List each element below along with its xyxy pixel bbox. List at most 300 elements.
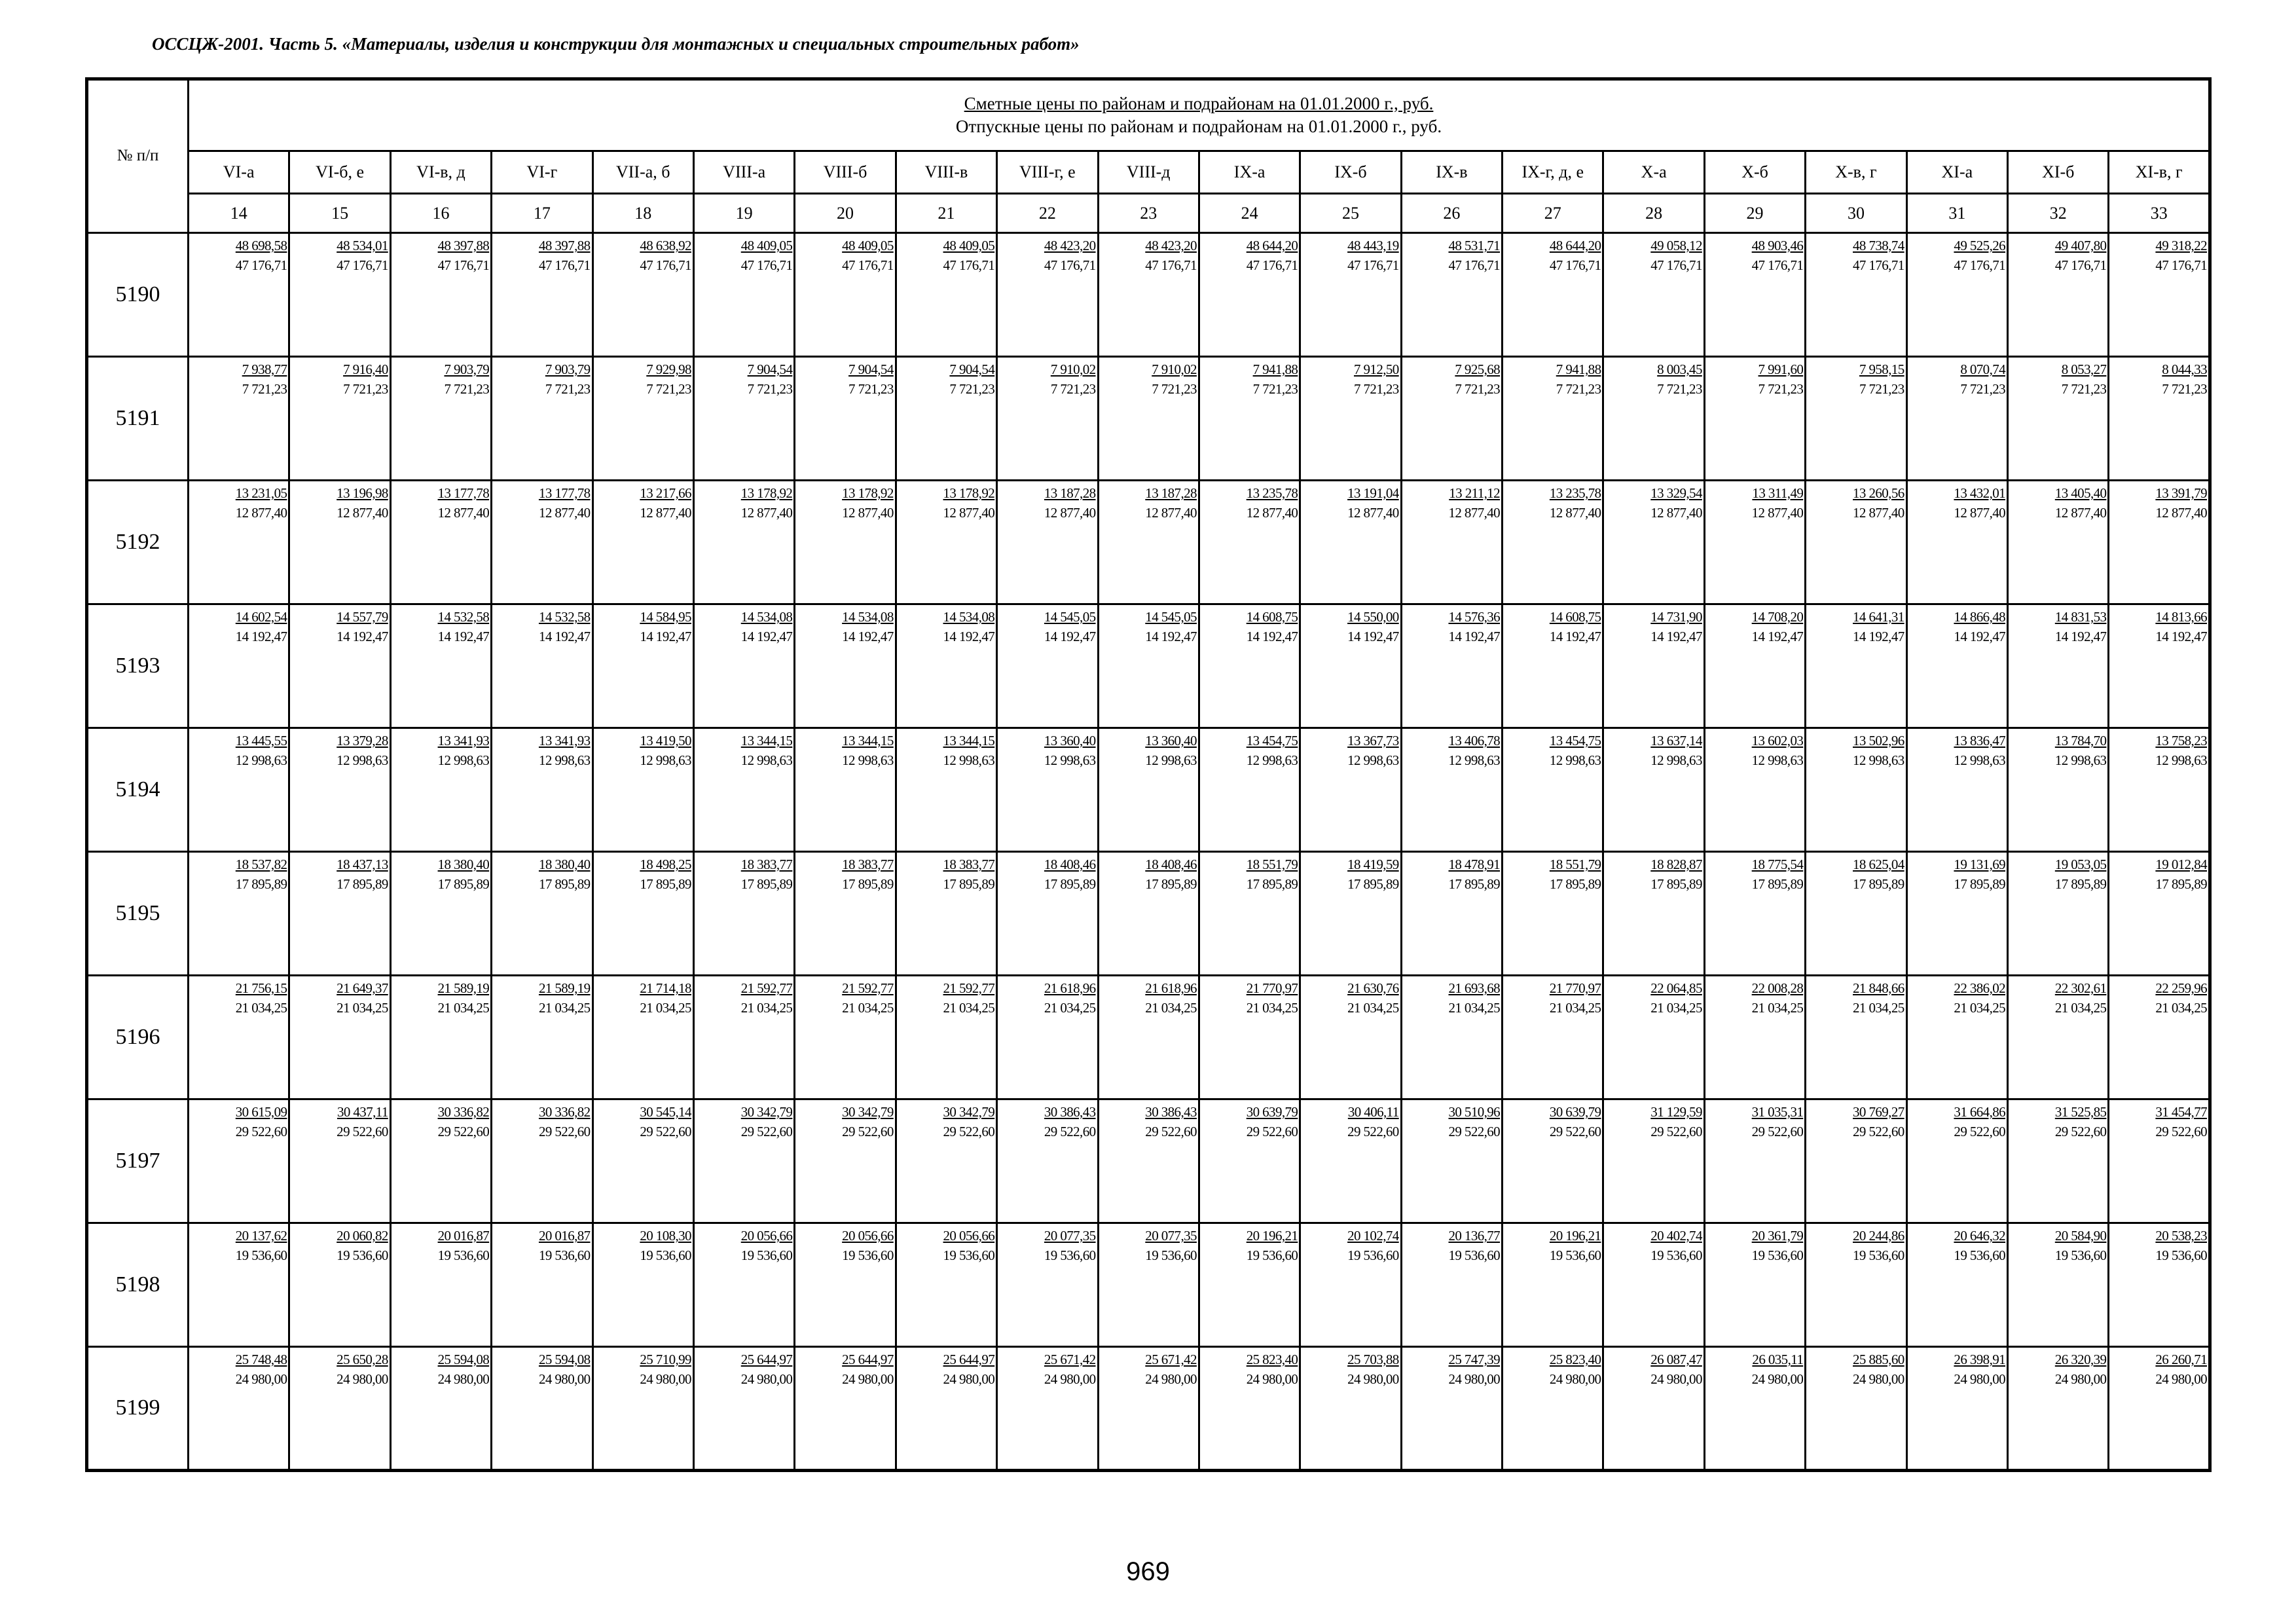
estimate-price: 30 545,14 bbox=[640, 1103, 691, 1120]
release-price: 12 998,63 bbox=[2054, 752, 2107, 768]
estimate-price: 13 177,78 bbox=[538, 485, 591, 501]
price-cell bbox=[1199, 232, 1300, 356]
estimate-price: 20 077,35 bbox=[1145, 1227, 1197, 1244]
estimate-price: 30 437,11 bbox=[337, 1103, 388, 1120]
price-cell bbox=[289, 1223, 390, 1346]
region-header: VIII-б bbox=[795, 151, 896, 194]
release-price: 7 721,23 bbox=[2162, 380, 2207, 397]
release-price: 12 877,40 bbox=[2155, 504, 2207, 521]
release-price: 12 998,63 bbox=[1853, 752, 1904, 768]
price-cell bbox=[1603, 975, 1704, 1099]
column-number: 31 bbox=[1906, 194, 2007, 233]
price-cell bbox=[289, 975, 390, 1099]
price-cell bbox=[289, 604, 390, 728]
estimate-price: 14 532,58 bbox=[538, 608, 591, 625]
price-cell bbox=[1098, 1346, 1199, 1470]
price-cell bbox=[1199, 604, 1300, 728]
price-cell bbox=[896, 1346, 996, 1470]
price-cell bbox=[592, 1346, 693, 1470]
price-cell bbox=[1098, 604, 1199, 728]
release-price: 7 721,23 bbox=[848, 380, 894, 397]
release-price: 17 895,89 bbox=[2054, 876, 2107, 892]
price-cell bbox=[1503, 604, 1603, 728]
position-number: 5198 bbox=[87, 1223, 189, 1346]
release-price: 21 034,25 bbox=[1853, 999, 1904, 1016]
release-price: 14 192,47 bbox=[2155, 628, 2207, 644]
price-table bbox=[85, 77, 2212, 1472]
price-cell bbox=[289, 851, 390, 975]
region-header: X-в, г bbox=[1806, 151, 1906, 194]
estimate-price: 13 445,55 bbox=[235, 732, 287, 748]
release-price: 29 522,60 bbox=[1145, 1123, 1197, 1139]
release-price: 17 895,89 bbox=[1145, 876, 1197, 892]
estimate-price: 20 244,86 bbox=[1853, 1227, 1904, 1244]
estimate-price: 18 537,82 bbox=[235, 856, 287, 872]
estimate-price: 25 644,97 bbox=[842, 1351, 894, 1367]
column-number: 30 bbox=[1806, 194, 1906, 233]
release-price: 17 895,89 bbox=[1347, 876, 1399, 892]
estimate-price: 21 592,77 bbox=[740, 980, 793, 996]
release-price: 12 998,63 bbox=[1954, 752, 2006, 768]
estimate-price: 14 532,58 bbox=[437, 608, 490, 625]
price-cell bbox=[997, 728, 1098, 851]
price-cell bbox=[189, 604, 289, 728]
estimate-price: 20 016,87 bbox=[538, 1227, 591, 1244]
estimate-price: 30 342,79 bbox=[943, 1103, 995, 1120]
position-number: 5199 bbox=[87, 1346, 189, 1470]
release-price: 29 522,60 bbox=[740, 1123, 793, 1139]
release-price: 29 522,60 bbox=[1751, 1123, 1804, 1139]
estimate-price: 7 938,77 bbox=[242, 361, 287, 377]
release-price: 21 034,25 bbox=[337, 999, 388, 1016]
release-price: 7 721,23 bbox=[242, 380, 287, 397]
price-cell bbox=[997, 1223, 1098, 1346]
estimate-price: 13 344,15 bbox=[943, 732, 995, 748]
price-cell bbox=[592, 728, 693, 851]
column-number: 29 bbox=[1704, 194, 1805, 233]
price-cell bbox=[289, 356, 390, 480]
estimate-price: 48 423,20 bbox=[1145, 237, 1197, 253]
region-header: VIII-д bbox=[1098, 151, 1199, 194]
estimate-price: 13 178,92 bbox=[943, 485, 995, 501]
estimate-price: 13 637,14 bbox=[1650, 732, 1702, 748]
estimate-price: 18 380,40 bbox=[437, 856, 490, 872]
price-cell bbox=[289, 480, 390, 604]
price-cell bbox=[1806, 728, 1906, 851]
estimate-price: 48 638,92 bbox=[640, 237, 691, 253]
price-cell bbox=[492, 1223, 592, 1346]
price-cell bbox=[896, 232, 996, 356]
estimate-price: 48 644,20 bbox=[1246, 237, 1298, 253]
price-cell bbox=[1603, 604, 1704, 728]
release-price: 19 536,60 bbox=[1044, 1247, 1096, 1263]
price-cell bbox=[1199, 851, 1300, 975]
estimate-price: 14 708,20 bbox=[1751, 608, 1804, 625]
price-cell bbox=[2109, 480, 2210, 604]
estimate-price: 7 941,88 bbox=[1556, 361, 1601, 377]
release-price: 21 034,25 bbox=[1448, 999, 1501, 1016]
release-price: 19 536,60 bbox=[1954, 1247, 2006, 1263]
estimate-price: 18 383,77 bbox=[740, 856, 793, 872]
release-price: 17 895,89 bbox=[538, 876, 591, 892]
estimate-price: 14 608,75 bbox=[1246, 608, 1298, 625]
estimate-price: 7 910,02 bbox=[1050, 361, 1096, 377]
price-cell bbox=[2109, 1223, 2210, 1346]
estimate-price: 20 646,32 bbox=[1954, 1227, 2006, 1244]
region-header: X-б bbox=[1704, 151, 1805, 194]
release-price: 24 980,00 bbox=[2054, 1371, 2107, 1387]
price-cell bbox=[492, 232, 592, 356]
estimate-price: 20 584,90 bbox=[2054, 1227, 2107, 1244]
estimate-price: 26 398,91 bbox=[1954, 1351, 2006, 1367]
estimate-price: 14 557,79 bbox=[337, 608, 388, 625]
release-price: 21 034,25 bbox=[740, 999, 793, 1016]
price-cell bbox=[2008, 604, 2109, 728]
price-cell bbox=[795, 232, 896, 356]
position-number: 5195 bbox=[87, 851, 189, 975]
estimate-price: 31 525,85 bbox=[2054, 1103, 2107, 1120]
price-cell bbox=[1906, 728, 2007, 851]
price-cell bbox=[390, 1346, 491, 1470]
region-header: XI-б bbox=[2008, 151, 2109, 194]
release-price: 14 192,47 bbox=[943, 628, 995, 644]
estimate-price: 25 823,40 bbox=[1549, 1351, 1601, 1367]
estimate-price: 8 070,74 bbox=[1960, 361, 2006, 377]
release-price: 29 522,60 bbox=[235, 1123, 287, 1139]
table-title bbox=[189, 79, 2210, 151]
estimate-price: 7 925,68 bbox=[1455, 361, 1501, 377]
price-cell bbox=[1098, 480, 1199, 604]
release-price: 21 034,25 bbox=[1246, 999, 1298, 1016]
price-cell bbox=[795, 728, 896, 851]
price-cell bbox=[1300, 480, 1401, 604]
release-price: 29 522,60 bbox=[1853, 1123, 1904, 1139]
release-price: 29 522,60 bbox=[1044, 1123, 1096, 1139]
column-number-row bbox=[87, 194, 2210, 233]
price-cell bbox=[896, 1223, 996, 1346]
price-cell bbox=[2008, 480, 2109, 604]
release-price: 29 522,60 bbox=[842, 1123, 894, 1139]
release-price: 47 176,71 bbox=[235, 257, 287, 273]
release-price: 14 192,47 bbox=[337, 628, 388, 644]
price-cell bbox=[1603, 728, 1704, 851]
release-price: 14 192,47 bbox=[740, 628, 793, 644]
release-price: 29 522,60 bbox=[2054, 1123, 2107, 1139]
estimate-price: 48 903,46 bbox=[1751, 237, 1804, 253]
position-number: 5191 bbox=[87, 356, 189, 480]
release-price: 47 176,71 bbox=[437, 257, 490, 273]
release-price: 24 980,00 bbox=[1751, 1371, 1804, 1387]
estimate-price: 14 545,05 bbox=[1044, 608, 1096, 625]
estimate-price: 7 912,50 bbox=[1353, 361, 1399, 377]
price-cell bbox=[592, 232, 693, 356]
estimate-price: 18 775,54 bbox=[1751, 856, 1804, 872]
release-price: 19 536,60 bbox=[1549, 1247, 1601, 1263]
release-price: 47 176,71 bbox=[640, 257, 691, 273]
release-price: 29 522,60 bbox=[337, 1123, 388, 1139]
estimate-price: 31 129,59 bbox=[1650, 1103, 1702, 1120]
price-cell bbox=[1300, 1346, 1401, 1470]
estimate-price: 14 584,95 bbox=[640, 608, 691, 625]
region-header: IX-б bbox=[1300, 151, 1401, 194]
estimate-price: 21 630,76 bbox=[1347, 980, 1399, 996]
release-price: 7 721,23 bbox=[444, 380, 490, 397]
price-cell bbox=[1806, 851, 1906, 975]
estimate-price: 18 828,87 bbox=[1650, 856, 1702, 872]
estimate-price: 48 409,05 bbox=[943, 237, 995, 253]
price-cell bbox=[1401, 604, 1502, 728]
release-price: 24 980,00 bbox=[1954, 1371, 2006, 1387]
price-cell bbox=[2008, 728, 2109, 851]
release-price: 7 721,23 bbox=[949, 380, 995, 397]
price-cell bbox=[1806, 975, 1906, 1099]
estimate-price: 25 644,97 bbox=[943, 1351, 995, 1367]
estimate-price: 22 386,02 bbox=[1954, 980, 2006, 996]
release-price: 24 980,00 bbox=[1044, 1371, 1096, 1387]
column-number: 28 bbox=[1603, 194, 1704, 233]
release-price: 12 998,63 bbox=[1246, 752, 1298, 768]
price-cell bbox=[1199, 728, 1300, 851]
release-price: 12 877,40 bbox=[337, 504, 388, 521]
release-price: 12 998,63 bbox=[337, 752, 388, 768]
estimate-price: 30 769,27 bbox=[1853, 1103, 1904, 1120]
estimate-price: 13 360,40 bbox=[1145, 732, 1197, 748]
release-price: 7 721,23 bbox=[1960, 380, 2006, 397]
release-price: 17 895,89 bbox=[1246, 876, 1298, 892]
release-price: 21 034,25 bbox=[943, 999, 995, 1016]
price-cell bbox=[693, 604, 794, 728]
estimate-price: 25 703,88 bbox=[1347, 1351, 1399, 1367]
price-cell bbox=[997, 480, 1098, 604]
release-price: 12 877,40 bbox=[640, 504, 691, 521]
price-cell bbox=[1199, 1099, 1300, 1223]
price-cell bbox=[189, 975, 289, 1099]
price-cell bbox=[1503, 480, 1603, 604]
estimate-price: 30 342,79 bbox=[842, 1103, 894, 1120]
release-price: 47 176,71 bbox=[337, 257, 388, 273]
estimate-price: 22 064,85 bbox=[1650, 980, 1702, 996]
release-price: 24 980,00 bbox=[1650, 1371, 1702, 1387]
estimate-price: 7 903,79 bbox=[444, 361, 490, 377]
release-price: 24 980,00 bbox=[538, 1371, 591, 1387]
release-price: 17 895,89 bbox=[2155, 876, 2207, 892]
price-cell bbox=[2008, 1223, 2109, 1346]
price-cell bbox=[390, 1223, 491, 1346]
estimate-price: 13 419,50 bbox=[640, 732, 691, 748]
release-price: 19 536,60 bbox=[943, 1247, 995, 1263]
estimate-price: 18 380,40 bbox=[538, 856, 591, 872]
price-cell bbox=[1603, 851, 1704, 975]
release-price: 47 176,71 bbox=[1954, 257, 2006, 273]
release-price: 17 895,89 bbox=[740, 876, 793, 892]
release-price: 19 536,60 bbox=[1650, 1247, 1702, 1263]
estimate-price: 14 866,48 bbox=[1954, 608, 2006, 625]
release-price: 12 877,40 bbox=[943, 504, 995, 521]
release-price: 12 998,63 bbox=[437, 752, 490, 768]
price-cell bbox=[896, 728, 996, 851]
release-price: 24 980,00 bbox=[337, 1371, 388, 1387]
release-price: 17 895,89 bbox=[235, 876, 287, 892]
release-price: 47 176,71 bbox=[1347, 257, 1399, 273]
price-cell bbox=[1300, 232, 1401, 356]
price-cell bbox=[1098, 851, 1199, 975]
release-price: 7 721,23 bbox=[1556, 380, 1601, 397]
price-cell bbox=[189, 1099, 289, 1223]
region-header: VI-а bbox=[189, 151, 289, 194]
estimate-price: 8 003,45 bbox=[1657, 361, 1702, 377]
release-price: 12 998,63 bbox=[1145, 752, 1197, 768]
price-cell bbox=[592, 604, 693, 728]
release-price: 12 877,40 bbox=[1246, 504, 1298, 521]
price-cell bbox=[2008, 851, 2109, 975]
estimate-price: 20 016,87 bbox=[437, 1227, 490, 1244]
price-cell bbox=[795, 1223, 896, 1346]
price-cell bbox=[289, 232, 390, 356]
release-price: 14 192,47 bbox=[437, 628, 490, 644]
release-price: 21 034,25 bbox=[1044, 999, 1096, 1016]
price-cell bbox=[592, 1223, 693, 1346]
price-cell bbox=[1704, 356, 1805, 480]
release-price: 17 895,89 bbox=[640, 876, 691, 892]
release-price: 17 895,89 bbox=[1044, 876, 1096, 892]
price-cell bbox=[1603, 356, 1704, 480]
price-cell bbox=[693, 356, 794, 480]
region-header: IX-в bbox=[1401, 151, 1502, 194]
price-cell bbox=[1300, 728, 1401, 851]
price-cell bbox=[2109, 232, 2210, 356]
estimate-price: 13 178,92 bbox=[740, 485, 793, 501]
estimate-price: 21 618,96 bbox=[1044, 980, 1096, 996]
estimate-price: 21 770,97 bbox=[1246, 980, 1298, 996]
table-row bbox=[87, 851, 2210, 975]
estimate-price: 48 409,05 bbox=[740, 237, 793, 253]
estimate-price: 31 664,86 bbox=[1954, 1103, 2006, 1120]
estimate-price: 26 087,47 bbox=[1650, 1351, 1702, 1367]
price-cell bbox=[1503, 232, 1603, 356]
price-cell bbox=[1300, 851, 1401, 975]
price-cell bbox=[1401, 975, 1502, 1099]
column-number: 24 bbox=[1199, 194, 1300, 233]
estimate-price: 48 443,19 bbox=[1347, 237, 1399, 253]
release-price: 47 176,71 bbox=[1246, 257, 1298, 273]
estimate-price: 25 671,42 bbox=[1044, 1351, 1096, 1367]
column-number: 22 bbox=[997, 194, 1098, 233]
price-cell bbox=[997, 604, 1098, 728]
region-header: IX-а bbox=[1199, 151, 1300, 194]
release-price: 47 176,71 bbox=[943, 257, 995, 273]
release-price: 21 034,25 bbox=[2155, 999, 2207, 1016]
estimate-price: 20 108,30 bbox=[640, 1227, 691, 1244]
price-cell bbox=[1401, 480, 1502, 604]
estimate-price: 8 044,33 bbox=[2162, 361, 2207, 377]
position-number: 5190 bbox=[87, 232, 189, 356]
estimate-price: 18 551,79 bbox=[1246, 856, 1298, 872]
price-cell bbox=[492, 975, 592, 1099]
estimate-price: 13 360,40 bbox=[1044, 732, 1096, 748]
release-price: 17 895,89 bbox=[1853, 876, 1904, 892]
price-cell bbox=[390, 975, 491, 1099]
estimate-price: 25 823,40 bbox=[1246, 1351, 1298, 1367]
region-header: VIII-в bbox=[896, 151, 996, 194]
release-price: 29 522,60 bbox=[943, 1123, 995, 1139]
price-cell bbox=[1704, 728, 1805, 851]
estimate-price: 7 991,60 bbox=[1758, 361, 1804, 377]
table-row bbox=[87, 604, 2210, 728]
release-price: 29 522,60 bbox=[1448, 1123, 1501, 1139]
estimate-price: 48 397,88 bbox=[538, 237, 591, 253]
price-cell bbox=[390, 356, 491, 480]
release-price: 21 034,25 bbox=[437, 999, 490, 1016]
release-price: 7 721,23 bbox=[343, 380, 388, 397]
price-cell bbox=[896, 604, 996, 728]
estimate-price: 13 784,70 bbox=[2054, 732, 2107, 748]
position-number: 5192 bbox=[87, 480, 189, 604]
price-cell bbox=[1603, 1099, 1704, 1223]
price-cell bbox=[1704, 1346, 1805, 1470]
price-cell bbox=[1603, 1346, 1704, 1470]
price-cell bbox=[2109, 975, 2210, 1099]
estimate-price: 21 756,15 bbox=[235, 980, 287, 996]
release-price: 14 192,47 bbox=[538, 628, 591, 644]
estimate-price: 13 260,56 bbox=[1853, 485, 1904, 501]
release-price: 19 536,60 bbox=[1448, 1247, 1501, 1263]
price-cell bbox=[896, 1099, 996, 1223]
table-row bbox=[87, 356, 2210, 480]
price-cell bbox=[896, 851, 996, 975]
price-cell bbox=[492, 356, 592, 480]
price-cell bbox=[1503, 356, 1603, 480]
price-cell bbox=[390, 851, 491, 975]
column-number: 14 bbox=[189, 194, 289, 233]
estimate-price: 13 836,47 bbox=[1954, 732, 2006, 748]
price-cell bbox=[189, 1223, 289, 1346]
release-price: 19 536,60 bbox=[538, 1247, 591, 1263]
estimate-price: 14 550,00 bbox=[1347, 608, 1399, 625]
table-row bbox=[87, 1099, 2210, 1223]
price-cell bbox=[592, 975, 693, 1099]
release-price: 12 998,63 bbox=[943, 752, 995, 768]
price-cell bbox=[1806, 1099, 1906, 1223]
release-price: 24 980,00 bbox=[2155, 1371, 2207, 1387]
price-cell bbox=[189, 851, 289, 975]
column-number: 26 bbox=[1401, 194, 1502, 233]
estimate-price: 19 131,69 bbox=[1954, 856, 2006, 872]
release-price: 12 877,40 bbox=[437, 504, 490, 521]
price-cell bbox=[1806, 480, 1906, 604]
column-number: 20 bbox=[795, 194, 896, 233]
release-price: 47 176,71 bbox=[1650, 257, 1702, 273]
estimate-price: 8 053,27 bbox=[2061, 361, 2107, 377]
price-cell bbox=[2109, 1346, 2210, 1470]
release-price: 47 176,71 bbox=[2155, 257, 2207, 273]
estimate-price: 21 693,68 bbox=[1448, 980, 1501, 996]
price-cell bbox=[189, 1346, 289, 1470]
release-price: 7 721,23 bbox=[1152, 380, 1197, 397]
price-cell bbox=[1300, 975, 1401, 1099]
estimate-price: 30 336,82 bbox=[437, 1103, 490, 1120]
release-price: 12 877,40 bbox=[1549, 504, 1601, 521]
estimate-price: 20 102,74 bbox=[1347, 1227, 1399, 1244]
estimate-price: 21 589,19 bbox=[538, 980, 591, 996]
price-cell bbox=[795, 480, 896, 604]
estimate-price: 18 383,77 bbox=[842, 856, 894, 872]
estimate-price: 13 432,01 bbox=[1954, 485, 2006, 501]
column-number: 21 bbox=[896, 194, 996, 233]
estimate-price: 25 748,48 bbox=[235, 1351, 287, 1367]
release-price: 24 980,00 bbox=[437, 1371, 490, 1387]
price-cell bbox=[795, 604, 896, 728]
estimate-price: 31 454,77 bbox=[2155, 1103, 2207, 1120]
